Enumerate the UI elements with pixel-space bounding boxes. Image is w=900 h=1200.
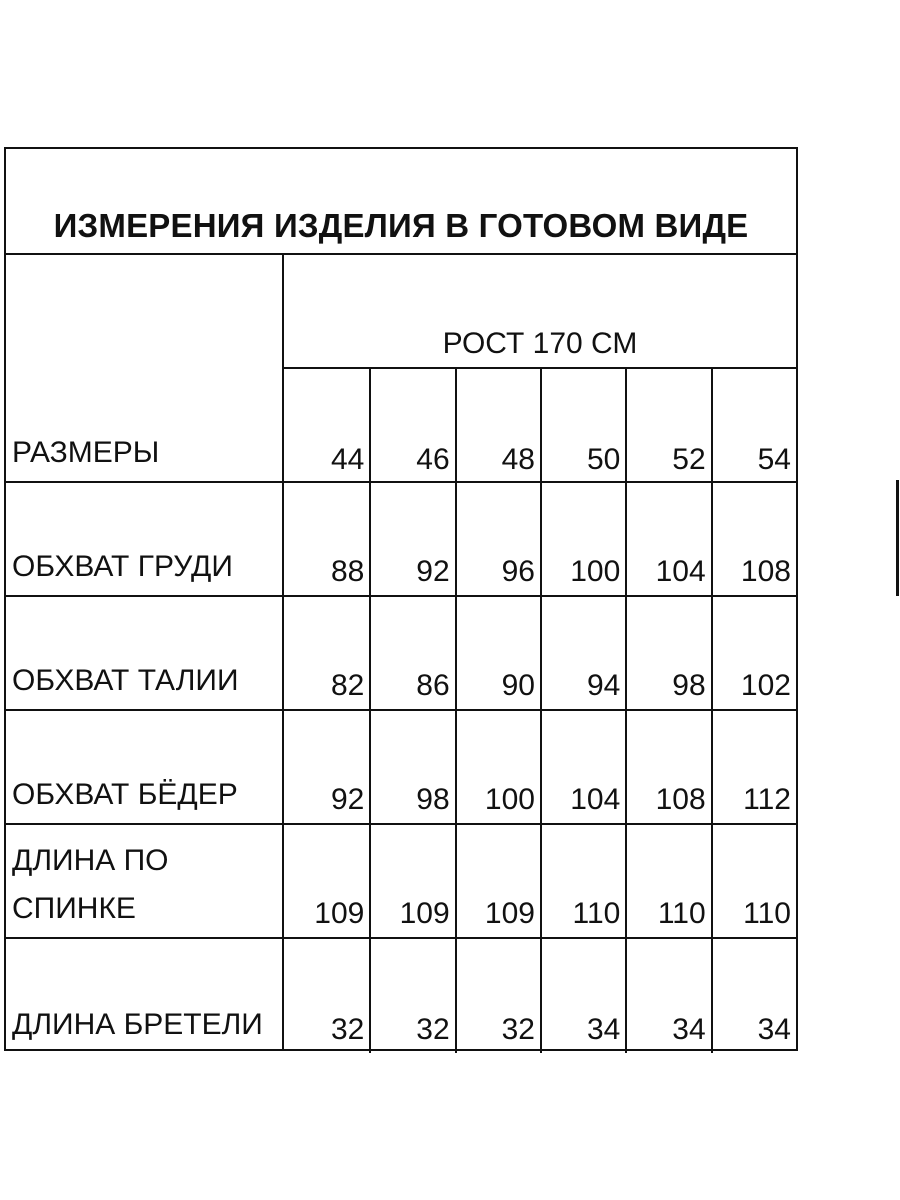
size-chart-table [4,147,798,1051]
value-cell [711,369,796,483]
row-label [12,429,159,477]
value-cell [711,597,796,709]
cell-value: 104 [655,555,706,588]
value-cell [540,825,625,937]
cell-value: 90 [501,669,535,702]
title-row [6,149,796,255]
value-cell [711,825,796,937]
row-label-line: РАЗМЕРЫ [12,436,160,469]
value-cell [369,597,454,709]
cell-value: 110 [657,897,706,930]
cell-value: 109 [314,897,365,930]
cell-value: 109 [484,897,535,930]
value-cell [625,939,710,1053]
cell-value: 108 [740,555,791,588]
cell-value: 34 [672,1013,706,1046]
value-cell [540,597,625,709]
value-cell [369,483,454,595]
value-cell [369,369,454,483]
value-cell [282,825,369,937]
measurement-row [6,939,796,1053]
cell-value: 32 [330,1013,365,1046]
value-cell [282,369,369,483]
height-header-label: РОСТ 170 СМ [442,327,638,360]
cell-value: 32 [416,1013,450,1046]
value-cell [282,483,369,595]
cell-value: 98 [672,669,706,702]
row-label-line: ОБХВАТ ГРУДИ [12,550,233,583]
cell-value: 88 [330,555,365,588]
cell-value: 46 [416,443,450,476]
cell-value: 110 [572,897,621,930]
value-cell [625,711,710,823]
cell-value: 112 [743,783,791,816]
value-cell [540,939,625,1053]
cell-value: 102 [740,669,791,702]
measurement-row [6,483,796,597]
cell-value: 94 [586,669,621,702]
measurement-row [6,711,796,825]
cell-value: 110 [743,897,791,930]
row-label [12,543,233,591]
value-cell [625,597,710,709]
cell-value: 96 [501,555,535,588]
value-cell [540,369,625,483]
measurements-grid [6,255,796,1049]
cell-value: 92 [416,555,450,588]
value-cell [455,711,540,823]
row-label [12,837,168,933]
value-cell [455,825,540,937]
cell-value: 108 [655,783,706,816]
value-cell [540,711,625,823]
measurement-row [6,597,796,711]
value-cell [455,597,540,709]
cell-value: 100 [484,783,535,816]
value-cell [455,369,540,483]
value-cell [711,483,796,595]
row-label-line: ОБХВАТ БЁДЕР [12,778,238,811]
value-cell [282,597,369,709]
row-label [12,657,239,705]
value-cell [369,711,454,823]
value-cell [455,939,540,1053]
row-label [12,771,238,819]
cell-value: 48 [501,443,535,476]
cell-value: 100 [570,555,621,588]
cell-value: 34 [586,1013,621,1046]
value-cell [282,711,369,823]
edge-divider-line [896,480,899,596]
cell-value: 104 [570,783,621,816]
cell-value: 50 [586,443,621,476]
row-label-line: СПИНКЕ [12,892,136,925]
cell-value: 44 [330,443,365,476]
row-label-line: ОБХВАТ ТАЛИИ [12,664,239,697]
table-title: ИЗМЕРЕНИЯ ИЗДЕЛИЯ В ГОТОВОМ ВИДЕ [53,207,749,244]
cell-value: 54 [757,443,791,476]
value-cell [540,483,625,595]
row-label [12,1001,263,1049]
measurement-row [6,825,796,939]
cell-value: 52 [672,443,706,476]
cell-value: 34 [757,1013,791,1046]
cell-value: 98 [416,783,450,816]
value-cell [369,825,454,937]
value-cell [369,939,454,1053]
cell-value: 82 [330,669,365,702]
value-cell [711,939,796,1053]
value-cell [711,711,796,823]
row-label-line: ДЛИНА БРЕТЕЛИ [12,1008,263,1041]
value-cell [282,939,369,1053]
value-cell [625,483,710,595]
sizes-row [6,255,796,483]
value-cell [625,369,710,483]
cell-value: 32 [501,1013,535,1046]
cell-value: 86 [416,669,450,702]
value-cell [455,483,540,595]
cell-value: 109 [399,897,450,930]
value-cell [625,825,710,937]
row-label-line: ДЛИНА ПО [12,844,169,877]
cell-value: 92 [330,783,365,816]
